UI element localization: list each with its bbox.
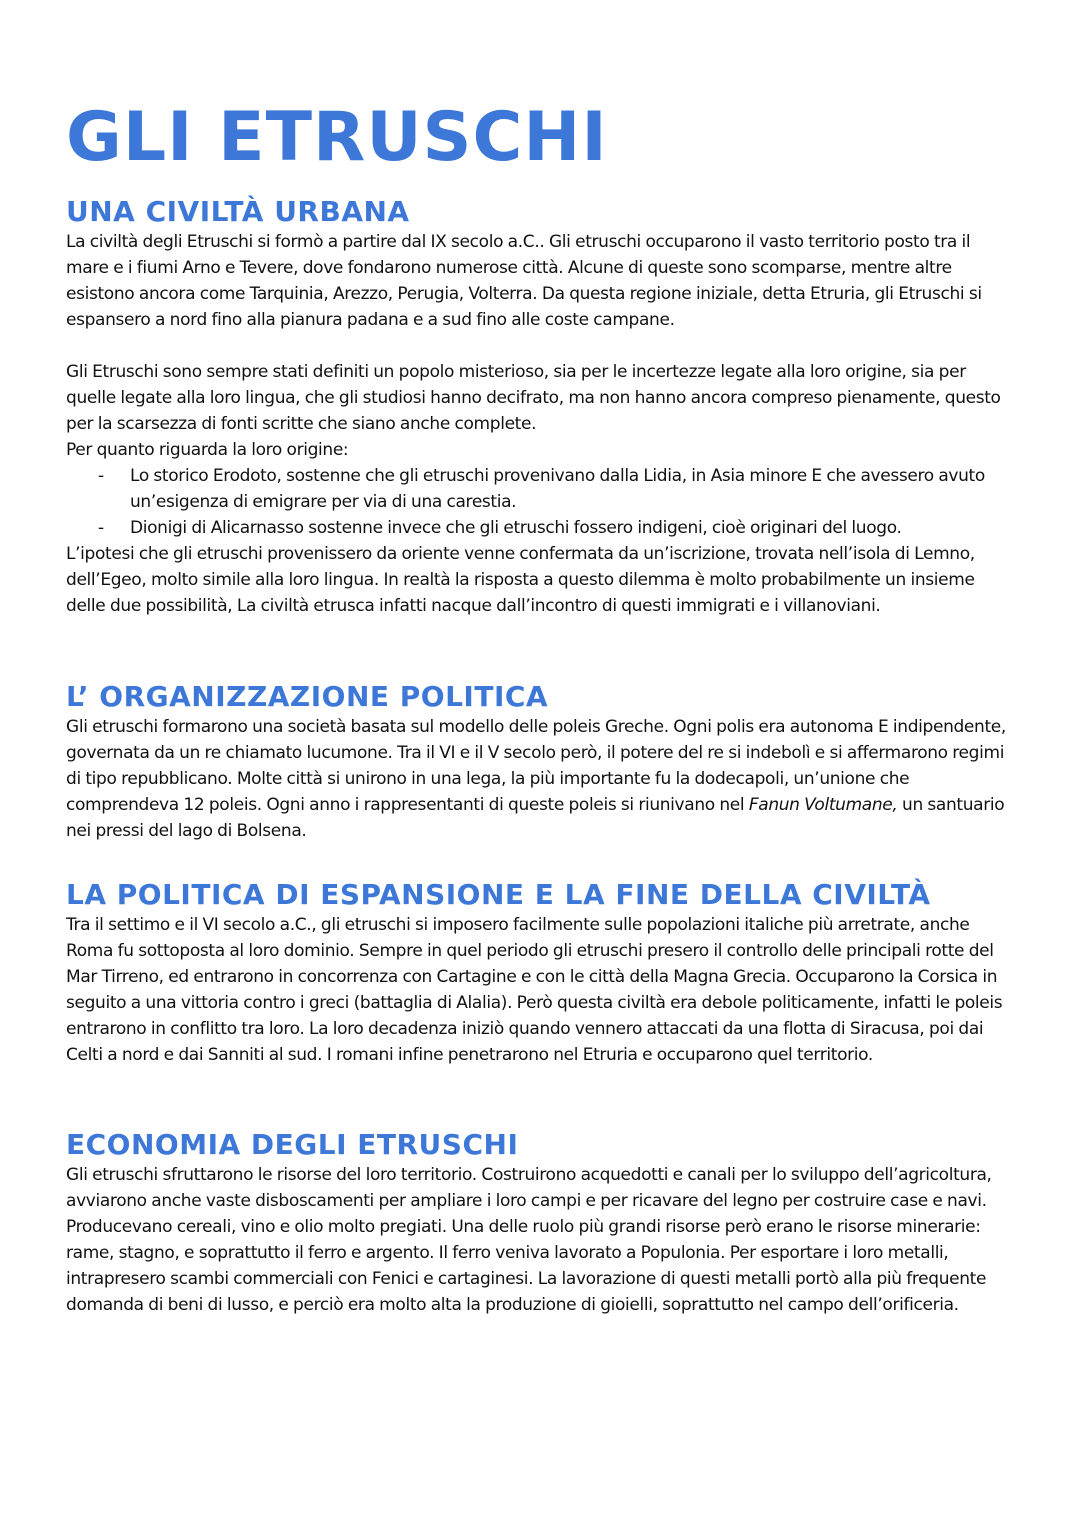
section-economia	[66, 1128, 1016, 1318]
origin-list	[66, 463, 1016, 541]
list-item	[66, 515, 1016, 541]
section-politica-espansione	[66, 878, 1016, 1068]
section-heading: ECONOMIA DEGLI ETRUSCHI	[66, 1128, 519, 1161]
paragraph: Gli etruschi sfruttarono le risorse del loro territorio. Costruirono acquedotti e canali per lo sviluppo dell’agricoltura, avviarono anche vaste disboscamenti per ampliare i loro campi e per ricavare del legno per costruire case e navi. Producevano cereali, vino e olio molto pregiati. Una delle ruolo più grandi risorse però erano le risorse minerarie: rame, stagno, e soprattutto il ferro e argento. Il ferro veniva lavorato a Populonia. Per esportare i loro metalli, intrapresero scambi commerciali con Fenici e cartaginesi. La lavorazione di questi metalli portò alla più frequente domanda di beni di lusso, e perciò era molto alta la produzione di gioielli, soprattutto nel campo dell’orificeria.	[66, 1165, 992, 1315]
paragraph: L’ipotesi che gli etruschi provenissero da oriente venne confermata da un’iscrizione, trovata nell’isola di Lemno, dell’Egeo, molto simile alla loro lingua. In realtà la risposta a questo dilemma è molto probabilmente un insieme delle due possibilità, La civiltà etrusca infatti nacque dall’incontro di questi immigrati e i villanoviani.	[66, 544, 975, 616]
list-item	[66, 463, 1016, 515]
dash-bullet: -	[98, 518, 104, 538]
paragraph: Gli Etruschi sono sempre stati definiti un popolo misterioso, sia per le incertezze legate alla loro origine, sia per quelle legate alla loro lingua, che gli studiosi hanno decifrato, ma non hanno ancora compreso pienamente, questo per la scarsezza di fonti scritte che siano anche complete.	[66, 362, 1001, 434]
paragraph-text: un santuario nei pressi del lago di Bolsena.	[66, 795, 1005, 841]
paragraph-gap	[66, 333, 1016, 359]
list-item-text: Dionigi di Alicarnasso sostenne invece che gli etruschi fossero indigeni, cioè originari del luogo.	[130, 518, 902, 538]
paragraph: Per quanto riguarda la loro origine:	[66, 440, 349, 460]
paragraph-text: Gli etruschi formarono una società basata sul modello delle poleis Greche. Ogni polis era autonoma E indipendente, governata da un re chiamato lucumone. Tra il VI e il V secolo però, il potere del re si indebolì e si affermarono regimi di tipo repubblicano. Molte città si unirono in una lega, la più importante fu la dodecapoli, un’unione che comprendeva 12 poleis. Ogni anno i rappresentanti di queste poleis si riunivano nel	[66, 717, 1006, 815]
paragraph: Tra il settimo e il VI secolo a.C., gli etruschi si imposero facilmente sulle popolazioni italiche più arretrate, anche Roma fu sottoposta al loro dominio. Sempre in quel periodo gli etruschi presero il controllo delle principali rotte del Mar Tirreno, ed entrarono in concorrenza con Cartagine e con le città della Magna Grecia. Occuparono la Corsica in seguito a una vittoria contro i greci (battaglia di Alalia). Però questa civiltà era debole politicamente, infatti le poleis entrarono in conflitto tra loro. La loro decadenza iniziò quando vennero attaccati da una flotta di Siracusa, poi dai Celti a nord e dai Sanniti al sud. I romani infine penetrarono nel Etruria e occuparono quel territorio.	[66, 915, 1003, 1065]
italic-term: Fanun Voltumane,	[748, 795, 898, 815]
section-heading: UNA CIVILTÀ URBANA	[66, 195, 410, 228]
section-civilta-urbana	[66, 195, 1016, 619]
paragraph	[66, 714, 1016, 844]
section-organizzazione-politica	[66, 680, 1016, 844]
list-item-text: Lo storico Erodoto, sostenne che gli etruschi provenivano dalla Lidia, in Asia minore E che avessero avuto un’esigenza di emigrare per via di una carestia.	[130, 466, 985, 512]
section-heading: LA POLITICA DI ESPANSIONE E LA FINE DELLA CIVILTÀ	[66, 878, 931, 911]
document-title: GLI ETRUSCHI	[66, 98, 608, 177]
section-heading: L’ ORGANIZZAZIONE POLITICA	[66, 680, 549, 713]
paragraph: La civiltà degli Etruschi si formò a partire dal IX secolo a.C.. Gli etruschi occuparono il vasto territorio posto tra il mare e i fiumi Arno e Tevere, dove fondarono numerose città. Alcune di queste sono scomparse, mentre altre esistono ancora come Tarquinia, Arezzo, Perugia, Volterra. Da questa regione iniziale, detta Etruria, gli Etruschi si espansero a nord fino alla pianura padana e a sud fino alle coste campane.	[66, 232, 982, 330]
dash-bullet: -	[98, 466, 104, 486]
